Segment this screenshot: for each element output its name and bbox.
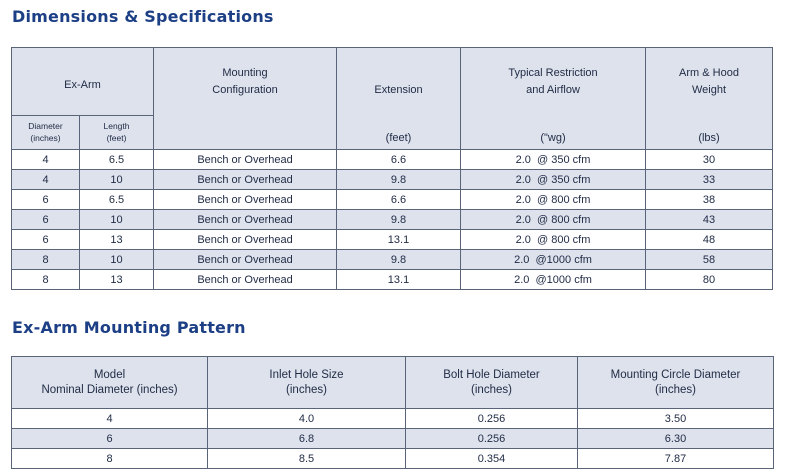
cell-weight: 43 [646,210,773,230]
table-row [12,170,773,190]
cell-bolt-hole: 0.256 [406,429,578,449]
header-mounting-circle-diameter: Mounting Circle Diameter (inches) [578,357,774,409]
header-bolt-hole-diameter: Bolt Hole Diameter (inches) [406,357,578,409]
cell-length: 10 [80,210,154,230]
cell-inlet-hole: 4.0 [208,409,406,429]
cell-inlet-hole: 6.8 [208,429,406,449]
cell-weight: 48 [646,230,773,250]
cell-length: 13 [80,230,154,250]
header-inlet-hole-size: Inlet Hole Size (inches) [208,357,406,409]
cell-diameter: 4 [12,150,80,170]
header-length: Length (feet) [80,115,154,149]
specs-table [11,47,773,290]
cell-mounting-circle: 6.30 [578,429,774,449]
table-row [12,449,774,469]
cell-length: 10 [80,170,154,190]
table-row [12,270,773,290]
cell-extension: 13.1 [337,230,461,250]
cell-mounting: Bench or Overhead [154,210,337,230]
cell-restriction: 2.0 @ 350 cfm [461,150,646,170]
header-model-nominal-diameter: Model Nominal Diameter (inches) [12,357,208,409]
cell-inlet-hole: 8.5 [208,449,406,469]
cell-mounting-circle: 7.87 [578,449,774,469]
cell-weight: 33 [646,170,773,190]
cell-length: 10 [80,250,154,270]
cell-restriction: 2.0 @ 350 cfm [461,170,646,190]
header-mounting-configuration: Mounting Configuration [154,48,337,150]
table-row [12,429,774,449]
cell-extension: 9.8 [337,170,461,190]
cell-diameter: 6 [12,190,80,210]
cell-weight: 80 [646,270,773,290]
cell-model: 4 [12,409,208,429]
cell-extension: 6.6 [337,150,461,170]
cell-weight: 38 [646,190,773,210]
cell-restriction: 2.0 @1000 cfm [461,250,646,270]
cell-mounting: Bench or Overhead [154,230,337,250]
table-row [12,409,774,429]
cell-weight: 30 [646,150,773,170]
mounting-pattern-table [11,356,774,469]
cell-mounting: Bench or Overhead [154,150,337,170]
cell-restriction: 2.0 @ 800 cfm [461,230,646,250]
cell-restriction: 2.0 @1000 cfm [461,270,646,290]
cell-length: 13 [80,270,154,290]
cell-length: 6.5 [80,150,154,170]
cell-extension: 13.1 [337,270,461,290]
cell-length: 6.5 [80,190,154,210]
cell-extension: 6.6 [337,190,461,210]
header-ex-arm: Ex-Arm [12,48,154,116]
cell-weight: 58 [646,250,773,270]
pattern-section-title: Ex-Arm Mounting Pattern [12,318,246,337]
header-extension: Extension (feet) [337,48,461,150]
specs-section-title: Dimensions & Specifications [12,7,274,26]
cell-mounting: Bench or Overhead [154,190,337,210]
cell-extension: 9.8 [337,250,461,270]
cell-mounting: Bench or Overhead [154,170,337,190]
cell-diameter: 6 [12,230,80,250]
table-row [12,210,773,230]
cell-diameter: 8 [12,250,80,270]
cell-diameter: 6 [12,210,80,230]
header-typical-restriction: Typical Restriction and Airflow ("wg) [461,48,646,150]
cell-mounting: Bench or Overhead [154,250,337,270]
cell-restriction: 2.0 @ 800 cfm [461,210,646,230]
cell-extension: 9.8 [337,210,461,230]
cell-model: 6 [12,429,208,449]
cell-bolt-hole: 0.256 [406,409,578,429]
table-row [12,150,773,170]
table-row [12,250,773,270]
cell-diameter: 8 [12,270,80,290]
header-diameter: Diameter (inches) [12,115,80,149]
table-row [12,230,773,250]
cell-bolt-hole: 0.354 [406,449,578,469]
cell-mounting: Bench or Overhead [154,270,337,290]
cell-model: 8 [12,449,208,469]
header-arm-hood-weight: Arm & Hood Weight (lbs) [646,48,773,150]
table-row [12,190,773,210]
cell-diameter: 4 [12,170,80,190]
cell-restriction: 2.0 @ 800 cfm [461,190,646,210]
cell-mounting-circle: 3.50 [578,409,774,429]
